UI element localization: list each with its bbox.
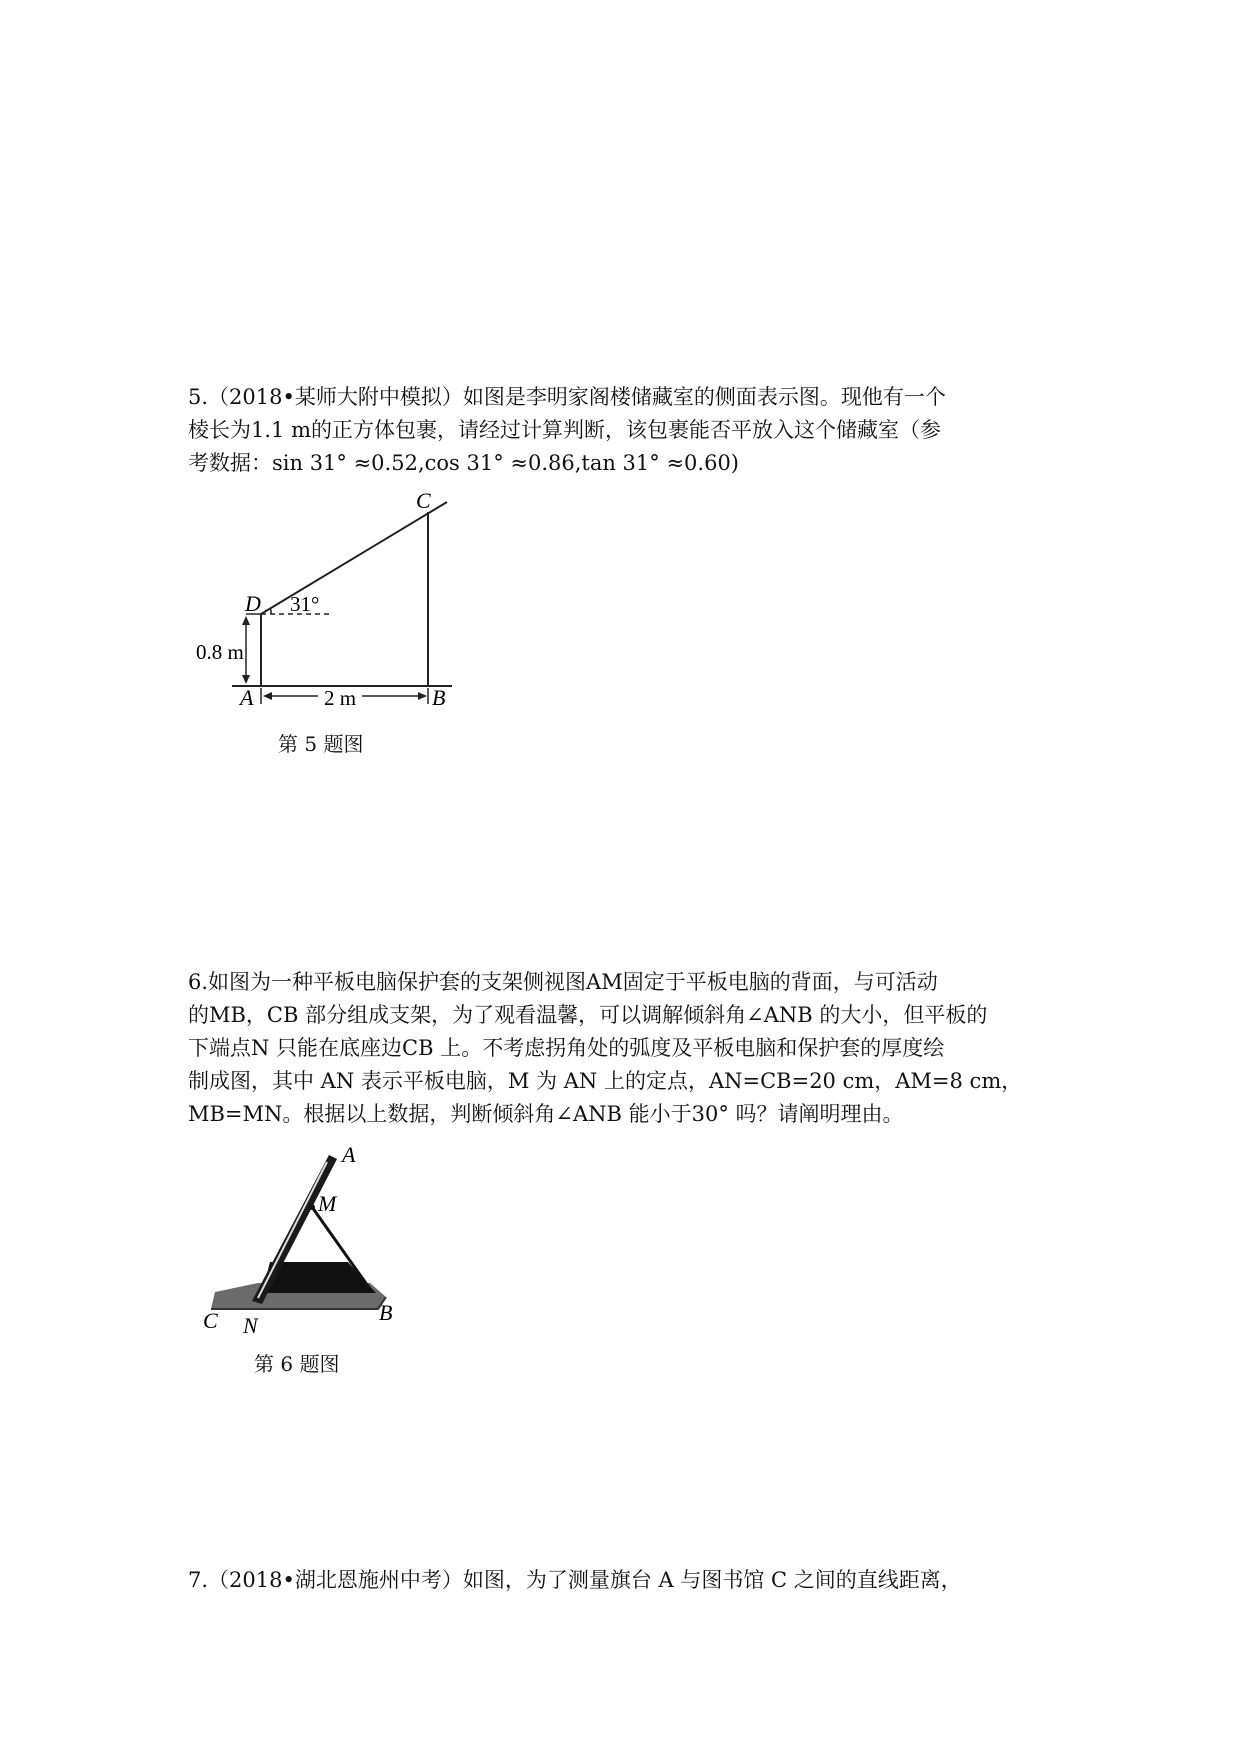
question-6-line-4: 制成图，其中 AN 表示平板电脑，M 为 AN 上的定点，AN=CB=20 cm，AM=8 cm， (188, 1069, 1023, 1093)
question-6-line-5: MB=MN。根据以上数据，判断倾斜角∠ANB 能小于30° 吗？请阐明理由。 (188, 1102, 904, 1126)
label-a: A (342, 1142, 356, 1167)
angle-label: 31° (290, 592, 320, 616)
label-c: C (416, 488, 431, 513)
question-6-line-3: 下端点N 只能在底座边CB 上。不考虑拐角处的弧度及平板电脑和保护套的厚度绘 (188, 1036, 945, 1060)
label-a: A (240, 685, 254, 710)
roof-dc (261, 502, 447, 614)
question-5-line-3: 考数据：sin 31° ≈0.52,cos 31° ≈0.86,tan 31° ≈0.60) (188, 451, 740, 475)
question-6-caption: 第 6 题图 (254, 1352, 340, 1376)
label-c: C (203, 1308, 218, 1333)
question-7-line-1: 7.（2018•湖北恩施州中考）如图，为了测量旗台 A 与图书馆 C 之间的直线距离， (188, 1568, 962, 1592)
label-width: 2 m (324, 686, 357, 710)
question-6-text (188, 966, 1068, 1131)
label-m: M (318, 1191, 337, 1216)
question-6-line-2: 的MB，CB 部分组成支架，为了观看温馨，可以调解倾斜角∠ANB 的大小，但平板的 (188, 1003, 988, 1027)
width-arrow-head-left (263, 692, 272, 700)
question-6-figure (195, 1140, 410, 1340)
width-arrow-head-right (418, 692, 427, 700)
question-5-line-2: 棱长为1.1 m的正方体包裹，请经过计算判断，该包裹能否平放入这个储藏室（参 (188, 418, 941, 442)
label-b: B (379, 1300, 393, 1325)
label-b: B (432, 685, 446, 710)
question-5-line-1: 5.（2018•某师大附中模拟）如图是李明家阁楼储藏室的侧面表示图。现他有一个 (188, 385, 946, 409)
height-arrow-head-top (242, 616, 250, 625)
label-n: N (243, 1313, 258, 1338)
question-5-text (188, 381, 1068, 480)
question-7-text (188, 1564, 1068, 1597)
height-arrow-head-bottom (242, 675, 250, 684)
question-6-line-1: 6.如图为一种平板电脑保护套的支架侧视图AM固定于平板电脑的背面，与可活动 (188, 970, 938, 994)
angle-arc (270, 608, 271, 614)
question-5-figure (190, 485, 480, 725)
label-height: 0.8 m (196, 640, 244, 664)
question-5-caption: 第 5 题图 (278, 732, 364, 756)
hinge-m (309, 1204, 315, 1210)
label-d: D (245, 591, 261, 616)
